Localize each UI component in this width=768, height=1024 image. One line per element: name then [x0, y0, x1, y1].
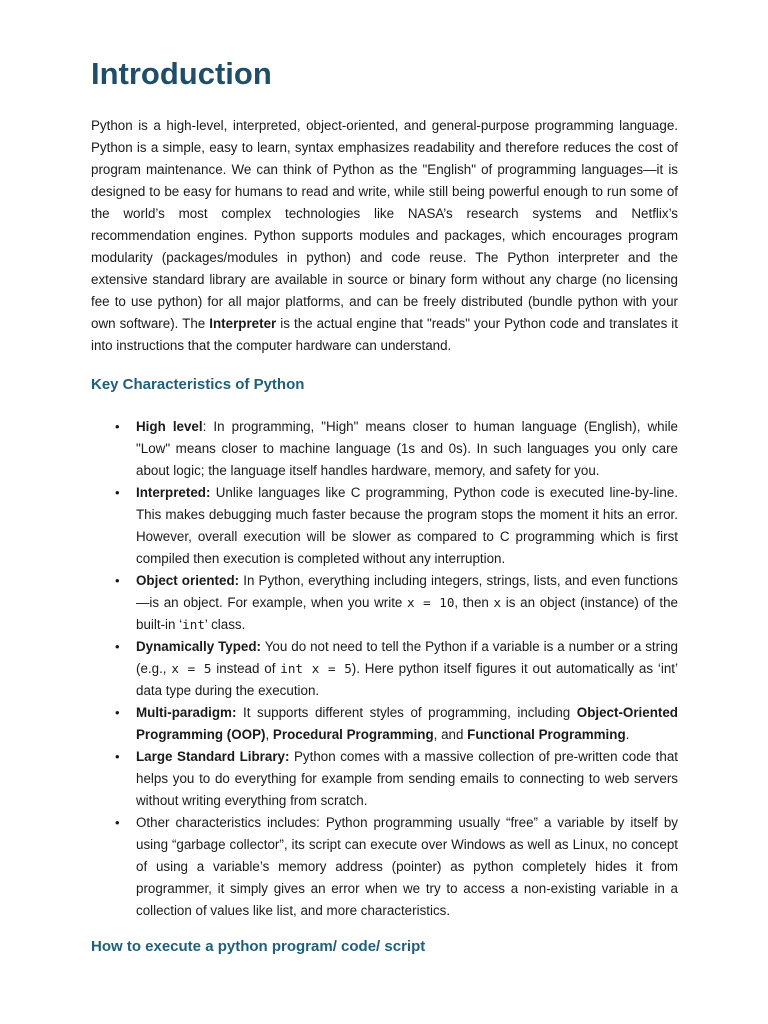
desc-object-oriented-4: ’ class.: [204, 617, 246, 632]
bullet-icon: •: [115, 485, 120, 500]
code-int: int: [182, 617, 205, 632]
code-x-equals-5: x = 5: [171, 661, 212, 676]
section-heading-how-to-execute: How to execute a python program/ code/ script: [91, 938, 426, 955]
desc-multi-paradigm-4: .: [625, 727, 630, 742]
code-x-equals-10: x = 10: [407, 595, 455, 610]
desc-multi-paradigm-1: It supports different styles of programming, including: [236, 705, 577, 720]
intro-term-interpreter: Interpreter: [209, 316, 277, 331]
term-oop: Object-Oriented Programming (OOP): [136, 705, 678, 742]
desc-interpreted: Unlike languages like C programming, Python code is executed line-by-line. This makes debugging much faster because the program stops the moment it hits an error. However, overall execution will be slower as compared to C programming which is first compiled then execution is completed without any interruption.: [136, 485, 678, 566]
intro-text-1: Python is a high-level, interpreted, object-oriented, and general-purpose programming language. Python is a simple, easy to learn, syntax emphasizes readability and therefore reduces the cost of program maintenance. We can think of Python as the "English" of programming languages—it is designed to be easy for humans to read and write, while still being powerful enough to run some of the world’s most complex technologies like NASA’s research systems and Netflix’s recommendation engines. Python supports modules and packages, which encourages program modularity (packages/modules in python) and code reuse. The Python interpreter and the extensive standard library are available in source or binary form without any charge (no licensing fee to use python) for all major platforms, and can be freely distributed (bundle python with your own software). The: [91, 118, 678, 331]
list-item-dynamically-typed: [115, 636, 678, 702]
characteristics-list: [91, 416, 678, 922]
list-item-multi-paradigm: [115, 702, 678, 746]
section-heading-key-characteristics: Key Characteristics of Python: [91, 376, 305, 393]
term-high-level: High level: [136, 419, 203, 434]
term-dynamically-typed: Dynamically Typed:: [136, 639, 261, 654]
list-item-high-level: [115, 416, 678, 482]
list-item-object-oriented: [115, 570, 679, 636]
bullet-icon: •: [115, 573, 120, 588]
term-object-oriented: Object oriented:: [136, 573, 240, 588]
desc-dynamically-typed-1: You do not need to tell the Python if a variable is a number or a string (e.g.,: [136, 639, 678, 676]
term-procedural: Procedural Programming: [272, 727, 434, 742]
desc-high-level: : In programming, "High" means closer to human language (English), while "Low" means closer to machine language (1s and 0s). In such languages you only care about logic; the language itself handles hardware, memory, and safety for you.: [136, 419, 678, 478]
code-x: x: [493, 595, 502, 610]
bullet-icon: •: [115, 419, 120, 434]
desc-multi-paradigm-3: , and: [433, 727, 468, 742]
intro-text-2: is the actual engine that "reads" your Python code and translates it into instructions that the computer hardware can understand.: [91, 316, 678, 353]
code-int-x-equals-5: int x = 5: [280, 661, 352, 676]
bullet-icon: •: [115, 705, 120, 720]
desc-dynamically-typed-2: instead of: [211, 661, 281, 676]
desc-object-oriented-1: In Python, everything including integers, strings, lists, and even functions—is an object. For example, when you write: [136, 573, 678, 610]
term-interpreted: Interpreted:: [136, 485, 211, 500]
term-multi-paradigm: Multi-paradigm:: [136, 705, 237, 720]
desc-dynamically-typed-3: ). Here python itself figures it out automatically as ‘int’ data type during the execution.: [136, 661, 678, 698]
desc-standard-library: Python comes with a massive collection of pre-written code that helps you to do everything for example from sending emails to connecting to web servers without writing everything from scratch.: [136, 749, 679, 808]
bullet-icon: •: [115, 639, 120, 654]
bullet-icon: •: [115, 815, 120, 830]
term-functional: Functional Programming: [467, 727, 626, 742]
bullet-icon: •: [115, 749, 120, 764]
intro-paragraph: [91, 115, 678, 357]
list-item-standard-library: [115, 746, 679, 812]
list-item-other: [115, 812, 678, 922]
desc-other: Other characteristics includes: Python programming usually “free” a variable by itself by using “garbage collector”, its script can execute over Windows as well as Linux, no concept of using a variable’s memory address (pointer) as python completely hides it from programmer, it simply gives an error when we try to access a non-existing variable in a collection of values like list, and more characteristics.: [136, 815, 678, 918]
term-standard-library: Large Standard Library:: [136, 749, 290, 764]
desc-multi-paradigm-2: ,: [265, 727, 273, 742]
page-title: Introduction: [91, 56, 272, 91]
desc-object-oriented-3: is an object (instance) of the built-in ‘: [136, 595, 679, 632]
list-item-interpreted: [115, 482, 678, 570]
desc-object-oriented-2: , then: [454, 595, 494, 610]
